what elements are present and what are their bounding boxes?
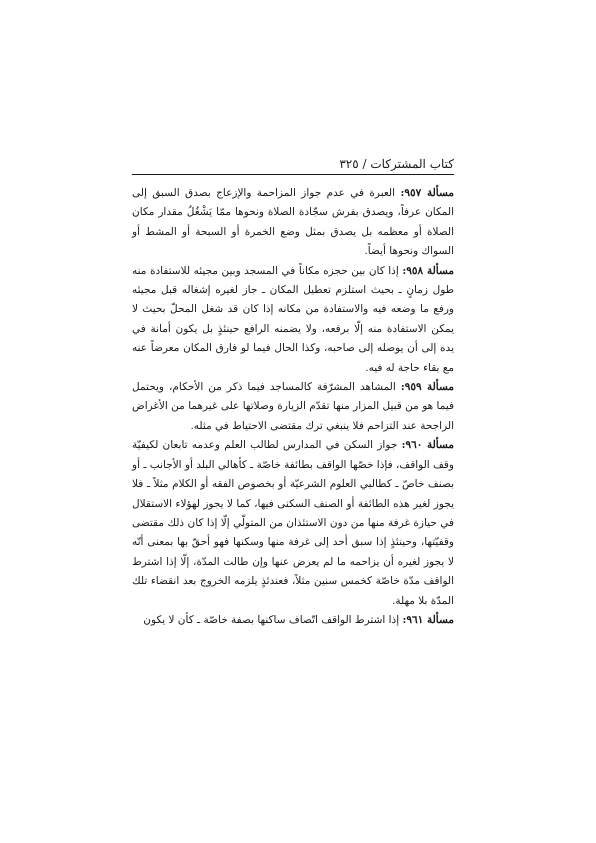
issue-paragraph — [132, 611, 454, 630]
issue-label: مسألة ٩٥٧: — [400, 187, 454, 199]
issue-text: إذا كان بين حجزه مكاناً في المسجد وبين مجيئه للاستفادة منه طول زمانٍ ـ بحيث استلزم تعطيل المكان ـ جاز لغيره إشغاله قبل مجيئه ورفع ما وضعه فيه والاستفادة من مكانه إذا كان قد شغل المحلّ بحيث لا يمكن الاستفادة منه إلّا برفعه، ولا يضمنه الرافع حينئذٍ بل يكون أمانة في يده إلى أن يوصله إلى صاحبه، وكذا الحال فيما لو فارق المكان معرضاً عنه مع بقاء حاجة له فيه. — [132, 264, 454, 374]
issue-label: مسألة ٩٥٩: — [400, 381, 454, 394]
issue-label: مسألة ٩٦١: — [402, 613, 454, 626]
body-text — [132, 184, 454, 630]
issue-label: مسألة ٩٦٠: — [401, 439, 454, 452]
issue-label: مسألة ٩٥٨: — [402, 264, 454, 277]
issue-paragraph — [132, 262, 454, 378]
issue-paragraph — [132, 378, 454, 436]
header-rule — [132, 174, 454, 175]
issue-text: المشاهد المشرّفة كالمساجد فيما ذكر من الأحكام، ويحتمل فيما هو من قبيل المزار منها تقدّم الزيارة وصلاتها على غيرهما من الأغراض الراجحة عند التزاحم فلا ينبغي ترك مقتضى الاحتياط في مثله. — [132, 381, 454, 432]
issue-text: إذا اشترط الواقف اتّصاف ساكنها بصفة خاصّة ـ كأن لا يكون — [143, 613, 403, 626]
issue-paragraph — [132, 436, 454, 611]
issue-text: العبرة في عدم جواز المزاحمة والإزعاج بصدق السبق إلى المكان عرفاً، ويصدق بفرش سجّادة الصلاة ونحوها ممّا يَشْغُلُ مقدار مكان الصلاة أو معظمه بل يصدق بمثل وضع الخمرة أو السبحة أو المشط أو السواك ونحوها أيضاً. — [132, 187, 454, 258]
running-head: كتاب المشتركات / ٣٢٥ — [339, 157, 454, 171]
issue-text: جواز السكن في المدارس لطالب العلم وعدمه تابعان لكيفيّة وقف الواقف، فإذا خصّها الواقف بطائفة خاصّة ـ كأهالي البلد أو الأجانب ـ أو بصنف خاصّ ـ كطالبي العلوم الشرعيّة أو بخصوص الفقه أو الكلام مثلاً ـ فلا يجوز لغير هذه الطائفة أو الصنف السكنى فيها، كما لا يجوز لهؤلاء الاستقلال في حيازة غرفة منها من دون الاستئذان من المتولّي إلّا إذا كان ذلك مقتضى وقفيّتها، وحينئذٍ إذا سبق أحد إلى غرفة منها وسكنها فهو أحقّ بها بمعنى أنّه لا يجوز لغيره أن يزاحمه ما لم يعرض عنها وإن طالت المدّة، إلّا إذا اشترط الواقف مدّة خاصّة كخمس سنين مثلاً، فعندئذٍ يلزمه الخروج بعد انقضاء تلك المدّة بلا مهلة. — [132, 439, 454, 607]
issue-paragraph — [132, 184, 454, 262]
